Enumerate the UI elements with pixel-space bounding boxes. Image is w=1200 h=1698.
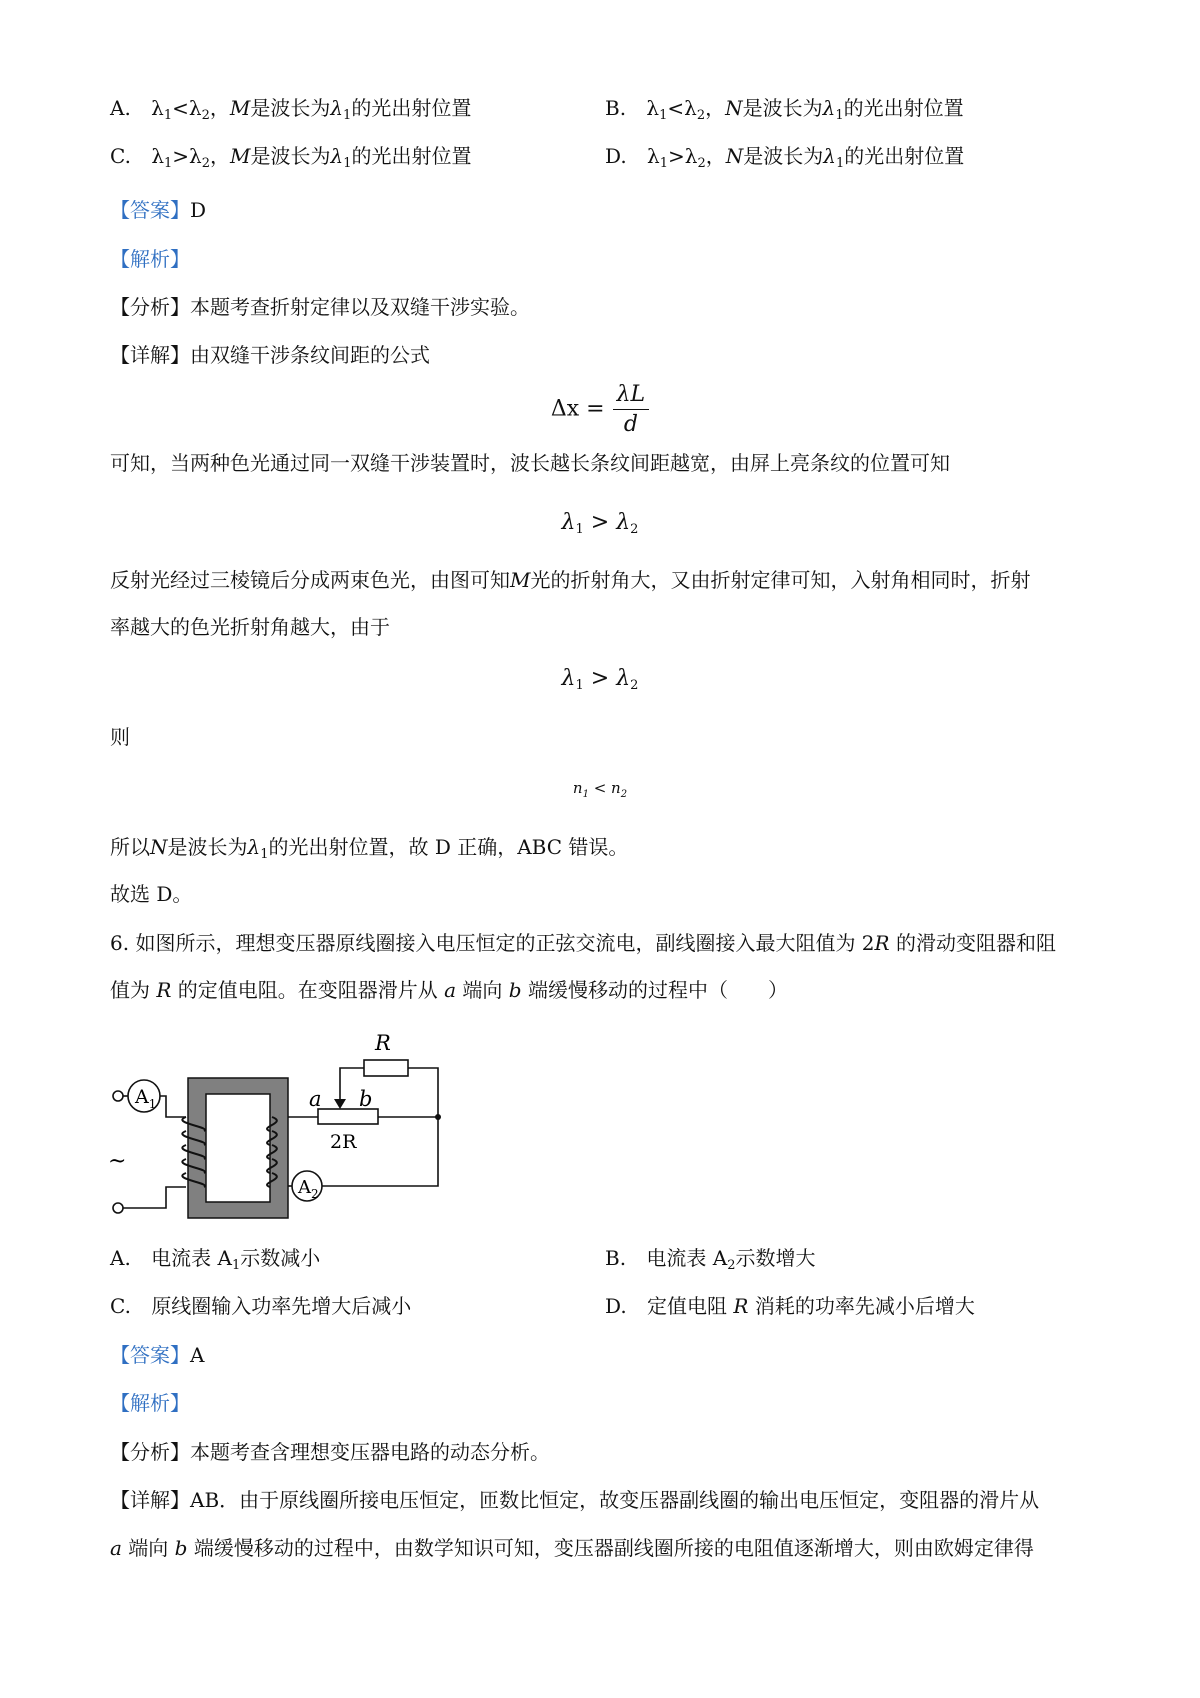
subscript: 1 bbox=[659, 156, 669, 171]
detail-tag: 【详解】 bbox=[110, 343, 190, 367]
fenxi-text: 本题考查折射定律以及双缝干涉实验。 bbox=[190, 295, 530, 319]
fenxi-tag: 【分析】 bbox=[110, 1440, 190, 1464]
fraction-numerator: λL bbox=[613, 382, 650, 410]
subscript: 1 bbox=[582, 789, 589, 800]
paragraph-text: 光的折射角大，又由折射定律可知，入射角相同时，折射 bbox=[530, 568, 1031, 592]
q5-analysis-line bbox=[110, 245, 190, 273]
stem-text: 端缓慢移动的过程中（ ） bbox=[521, 978, 788, 1002]
q5-answer-line bbox=[110, 196, 206, 224]
q6-option-d bbox=[605, 1292, 975, 1320]
q5-paragraph-2b bbox=[110, 613, 390, 641]
detail-text: 端向 bbox=[121, 1536, 175, 1560]
lambda-symbol: λ bbox=[684, 144, 698, 168]
detail-text: 由双缝干涉条纹间距的公式 bbox=[190, 343, 430, 367]
lambda-symbol: λ bbox=[684, 96, 697, 120]
variable: N bbox=[725, 144, 744, 168]
stem-text: 端向 bbox=[456, 978, 509, 1002]
fenxi-text: 本题考查含理想变压器电路的动态分析。 bbox=[190, 1440, 550, 1464]
label-R: R bbox=[375, 1031, 391, 1055]
subscript: 1 bbox=[835, 108, 844, 123]
lambda-symbol: λ bbox=[247, 835, 261, 859]
lambda-symbol: λ bbox=[330, 96, 344, 120]
paragraph-text: 可知，当两种色光通过同一双缝干涉装置时，波长越长条纹间距越宽，由屏上亮条纹的位置可知 bbox=[110, 451, 950, 475]
stem-text: 值为 bbox=[110, 978, 157, 1002]
rheostat-2R bbox=[318, 1109, 378, 1124]
q5-paragraph-4 bbox=[110, 833, 628, 869]
subscript: 1 bbox=[343, 108, 352, 123]
variable: R bbox=[156, 978, 172, 1002]
option-letter: C. bbox=[110, 1294, 131, 1318]
detail-text: 端缓慢移动的过程中，由数学知识可知，变压器副线圈所接的电阻值逐渐增大，则由欧姆定律得 bbox=[187, 1536, 1034, 1560]
subscript: 2 bbox=[620, 789, 628, 800]
q6-fenxi-line bbox=[110, 1438, 550, 1466]
q5-detail-line bbox=[110, 341, 430, 369]
variable: b bbox=[508, 978, 522, 1002]
lambda-symbol: λ bbox=[189, 144, 202, 168]
q6-detail-line-2 bbox=[110, 1534, 1034, 1562]
label-2R: 2R bbox=[330, 1131, 357, 1153]
option-text: 是波长为 bbox=[743, 144, 824, 168]
subscript: 1 bbox=[575, 678, 584, 693]
option-text: 示数减小 bbox=[240, 1246, 321, 1270]
lambda-symbol: λ bbox=[188, 96, 202, 120]
paragraph-text: 是波长为 bbox=[167, 835, 248, 859]
stem-text: 的滑动变阻器和阻 bbox=[889, 931, 1056, 955]
q6-analysis-line bbox=[110, 1389, 190, 1417]
ammeter-a1-label: $A_1$ bbox=[135, 1086, 157, 1111]
operator: < bbox=[172, 96, 189, 120]
paragraph-text: 的光出射位置，故 D 正确，ABC 错误。 bbox=[268, 835, 629, 859]
option-letter: A. bbox=[110, 1246, 131, 1270]
subscript: 1 bbox=[659, 108, 668, 123]
lambda-symbol: λ bbox=[647, 144, 660, 168]
answer-tag: 【答案】 bbox=[110, 1343, 190, 1367]
subscript: 2 bbox=[697, 156, 706, 171]
formula-term: n bbox=[611, 779, 621, 797]
separator: ， bbox=[705, 96, 726, 120]
operator: < bbox=[667, 96, 685, 120]
transformer-circuit-diagram bbox=[100, 1010, 490, 1220]
variable: R bbox=[874, 931, 890, 955]
option-text: 是波长为 bbox=[742, 96, 823, 120]
subscript: 2 bbox=[201, 108, 210, 123]
subscript: 1 bbox=[164, 156, 173, 171]
q5-paragraph-2a bbox=[110, 566, 1030, 594]
subscript: 2 bbox=[201, 156, 211, 171]
lambda-symbol: λ bbox=[823, 144, 836, 168]
variable: M bbox=[229, 96, 251, 120]
formula-term: λ bbox=[616, 666, 631, 691]
analysis-tag: 【解析】 bbox=[110, 1391, 190, 1415]
formula-lhs: Δx = bbox=[550, 396, 605, 422]
q6-option-b bbox=[605, 1244, 816, 1280]
variable: M bbox=[230, 144, 251, 168]
label-a: a bbox=[309, 1087, 322, 1111]
answer-value: A bbox=[190, 1343, 205, 1367]
q5-paragraph-3 bbox=[110, 723, 130, 751]
detail-text: AB．由于原线圈所接电压恒定，匝数比恒定，故变压器副线圈的输出电压恒定，变阻器的滑片从 bbox=[190, 1488, 1040, 1512]
variable: a bbox=[110, 1536, 122, 1560]
option-letter: C. bbox=[110, 144, 131, 168]
option-c bbox=[110, 142, 471, 178]
separator: ， bbox=[705, 144, 726, 168]
paragraph-text: 故选 D。 bbox=[110, 882, 193, 906]
q6-detail-line-1 bbox=[110, 1486, 1039, 1514]
operator: > bbox=[583, 666, 617, 691]
subscript: 1 bbox=[575, 522, 584, 537]
paragraph-text: 所以 bbox=[110, 835, 150, 859]
option-text: 电流表 A bbox=[646, 1246, 728, 1270]
fixed-resistor-R bbox=[364, 1060, 408, 1076]
option-letter: B. bbox=[605, 1246, 627, 1270]
q5-paragraph-1 bbox=[110, 449, 950, 477]
slider-arrow-icon bbox=[334, 1099, 346, 1109]
option-letter: B. bbox=[605, 96, 627, 120]
variable: N bbox=[150, 835, 168, 859]
input-terminal-bottom bbox=[113, 1203, 123, 1213]
formula-term: n bbox=[572, 779, 583, 797]
operator: > bbox=[668, 144, 685, 168]
q5-paragraph-5 bbox=[110, 880, 192, 908]
lambda-symbol: λ bbox=[646, 96, 660, 120]
subscript: 2 bbox=[630, 522, 639, 537]
q6-option-c bbox=[110, 1292, 411, 1320]
fraction-denominator: d bbox=[623, 412, 638, 437]
option-text: 的光出射位置 bbox=[844, 144, 965, 168]
wire bbox=[408, 1068, 438, 1117]
option-text: 是波长为 bbox=[250, 144, 331, 168]
fenxi-tag: 【分析】 bbox=[110, 295, 190, 319]
paragraph-text: 反射光经过三棱镜后分成两束色光，由图可知 bbox=[110, 568, 510, 592]
option-text: 定值电阻 bbox=[647, 1294, 734, 1318]
operator: > bbox=[583, 510, 617, 535]
subscript: 2 bbox=[727, 1258, 736, 1273]
stem-text: 的定值电阻。在变阻器滑片从 bbox=[171, 978, 445, 1002]
lambda-symbol: λ bbox=[151, 144, 164, 168]
analysis-tag: 【解析】 bbox=[110, 247, 190, 271]
subscript: 1 bbox=[231, 1258, 241, 1273]
operator: < bbox=[588, 779, 612, 797]
lambda-symbol: λ bbox=[151, 96, 164, 120]
separator: ， bbox=[209, 96, 230, 120]
answer-tag: 【答案】 bbox=[110, 198, 190, 222]
subscript: 1 bbox=[343, 156, 352, 171]
option-letter: D. bbox=[605, 144, 627, 168]
variable: R bbox=[733, 1294, 749, 1318]
option-text: 示数增大 bbox=[735, 1246, 816, 1270]
label-b: b bbox=[359, 1087, 373, 1111]
option-a bbox=[110, 94, 471, 130]
wire bbox=[123, 1187, 186, 1208]
option-text: 消耗的功率先减小后增大 bbox=[748, 1294, 975, 1318]
option-letter: A. bbox=[110, 96, 131, 120]
formula-term: λ bbox=[561, 666, 576, 691]
variable: a bbox=[444, 978, 457, 1002]
formula-fraction bbox=[613, 382, 650, 437]
option-text: 的光出射位置 bbox=[351, 96, 472, 120]
option-b bbox=[605, 94, 964, 130]
formula-fringe-spacing bbox=[0, 382, 1200, 437]
option-text: 原线圈输入功率先增大后减小 bbox=[151, 1294, 412, 1318]
subscript: 1 bbox=[163, 108, 173, 123]
formula-lambda-compare-2 bbox=[0, 666, 1200, 693]
subscript: 2 bbox=[696, 108, 706, 123]
answer-value: D bbox=[190, 198, 207, 222]
lambda-symbol: λ bbox=[330, 144, 344, 168]
paragraph-text: 率越大的色光折射角越大，由于 bbox=[110, 615, 390, 639]
option-text: 电流表 A bbox=[151, 1246, 232, 1270]
formula-term: λ bbox=[561, 510, 576, 535]
option-letter: D. bbox=[605, 1294, 627, 1318]
subscript: 1 bbox=[835, 156, 845, 171]
ammeter-a2-label: $A_2$ bbox=[298, 1177, 319, 1201]
variable: b bbox=[174, 1536, 188, 1560]
wire bbox=[160, 1096, 186, 1117]
variable: N bbox=[725, 96, 743, 120]
transformer-core bbox=[188, 1078, 288, 1218]
q5-fenxi-line bbox=[110, 293, 530, 321]
option-d bbox=[605, 142, 964, 178]
stem-text: 6. 如图所示，理想变压器原线圈接入电压恒定的正弦交流电，副线圈接入最大阻值为 2 bbox=[110, 931, 875, 955]
q6-stem-line-1 bbox=[110, 929, 1056, 957]
subscript: 2 bbox=[630, 678, 639, 693]
lambda-symbol: λ bbox=[822, 96, 836, 120]
q6-option-a bbox=[110, 1244, 320, 1280]
operator: > bbox=[172, 144, 190, 168]
subscript: 1 bbox=[260, 847, 269, 862]
option-text: 的光出射位置 bbox=[351, 144, 472, 168]
option-text: 是波长为 bbox=[250, 96, 331, 120]
detail-tag: 【详解】 bbox=[110, 1488, 190, 1512]
formula-term: λ bbox=[616, 510, 631, 535]
formula-lambda-compare-1 bbox=[0, 510, 1200, 537]
input-terminal-top bbox=[113, 1091, 123, 1101]
variable: M bbox=[510, 568, 531, 592]
q6-answer-line bbox=[110, 1341, 204, 1369]
paragraph-text: 则 bbox=[110, 725, 130, 749]
formula-n-compare bbox=[0, 779, 1200, 800]
ac-source-symbol: ~ bbox=[108, 1149, 127, 1174]
separator: ， bbox=[210, 144, 231, 168]
option-text: 的光出射位置 bbox=[843, 96, 964, 120]
q6-stem-line-2 bbox=[110, 976, 788, 1004]
